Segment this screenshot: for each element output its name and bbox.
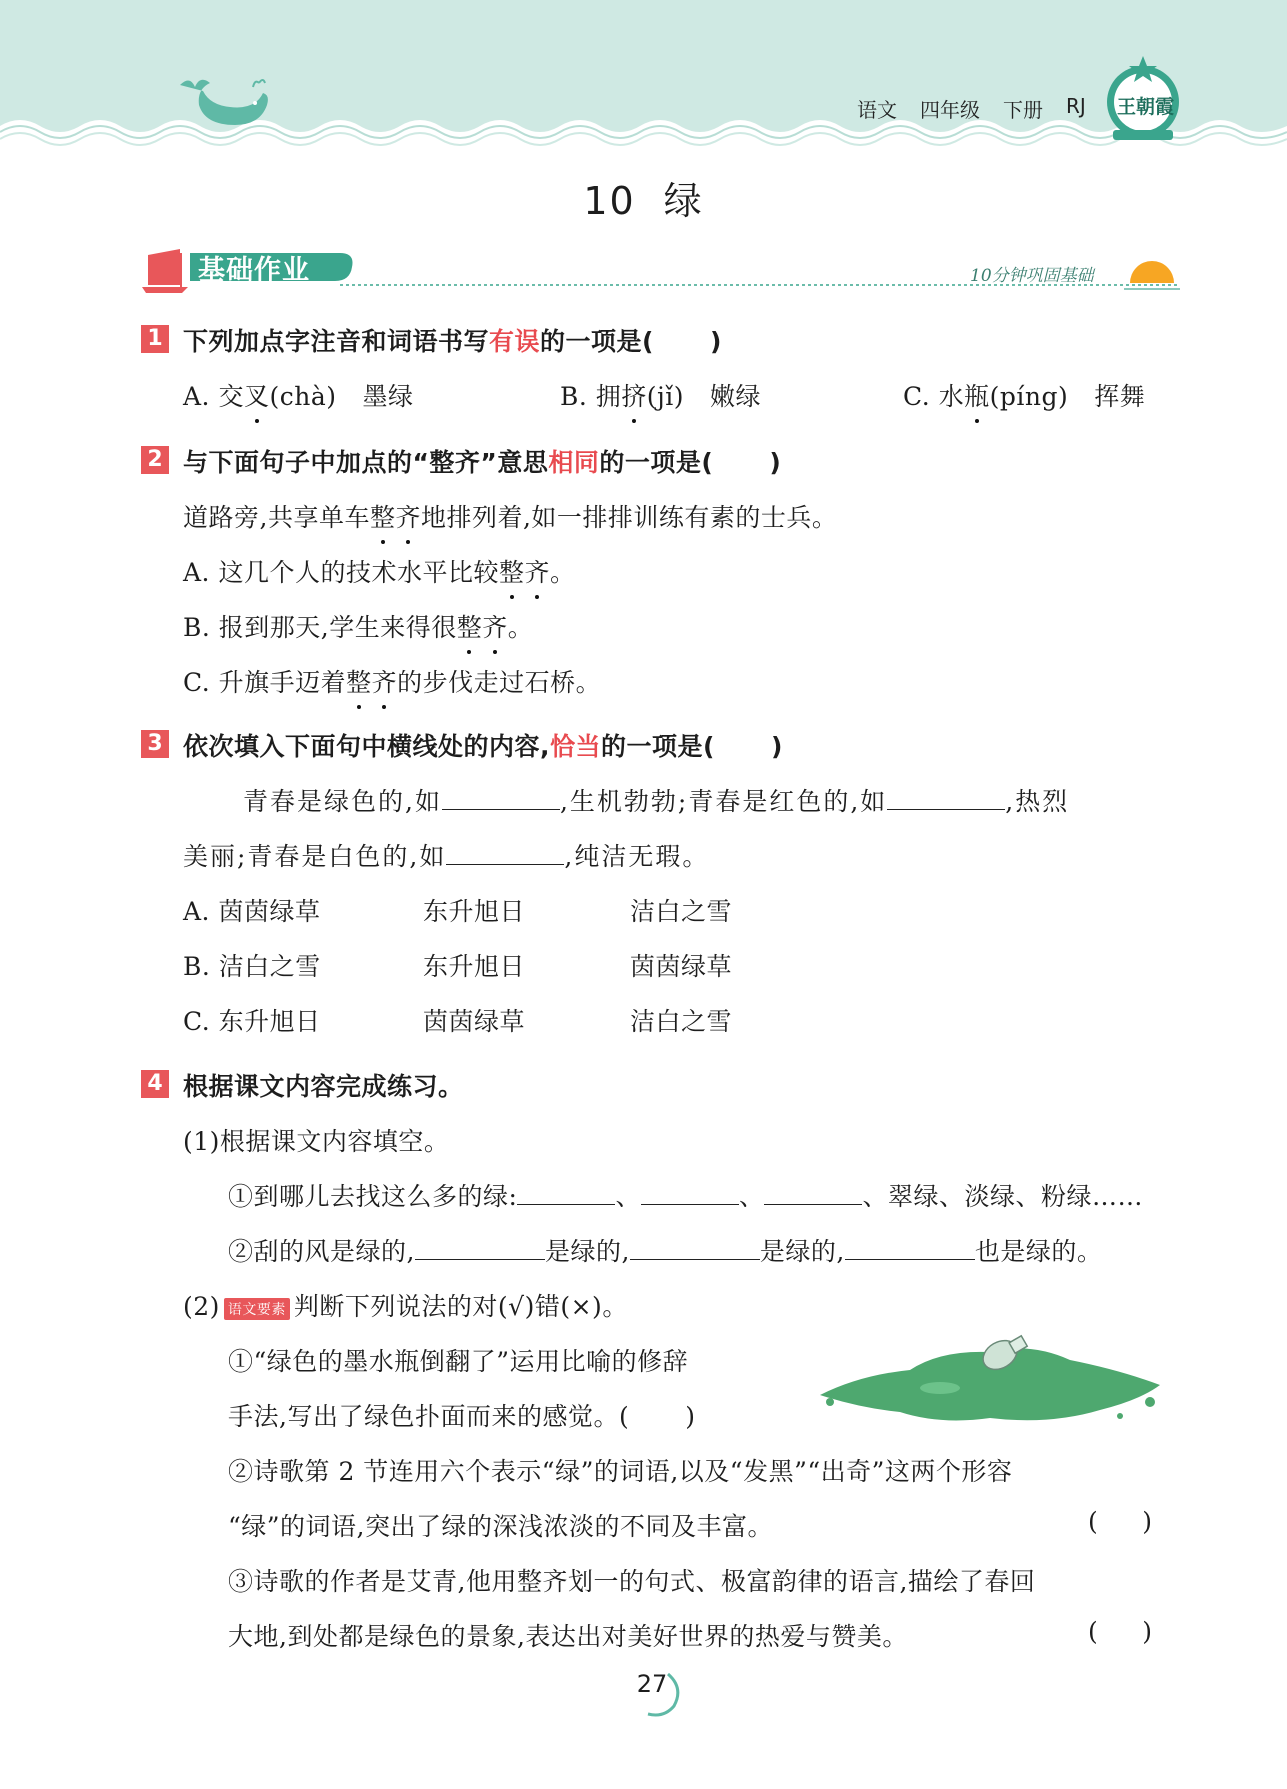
question-2-stem <box>183 443 781 479</box>
q4-part2-title <box>183 1287 628 1323</box>
question-1-stem <box>183 322 722 358</box>
q4-sep-1: 、 <box>615 1182 641 1211</box>
question-number-4: 4 <box>141 1070 169 1098</box>
q2-stem-close: ) <box>769 448 782 477</box>
q4-blank-1[interactable] <box>517 1182 615 1205</box>
q4-sep-2: 、 <box>738 1182 765 1211</box>
q2-stem-emphasis: 相同 <box>548 448 600 477</box>
q4-statement-2b: “绿”的词语,突出了绿的深浅浓淡的不同及丰富。 <box>228 1512 774 1541</box>
q3-p1-b: ,生机勃勃;青春是红色的,如 <box>559 787 888 816</box>
section-label: 基础作业 <box>198 255 310 286</box>
q3-a-word2: 东升旭日 <box>423 897 526 926</box>
q4-blank-4[interactable] <box>415 1237 545 1260</box>
q1-stem-emphasis: 有误 <box>489 327 541 356</box>
q4-part1-line1 <box>228 1177 1143 1213</box>
lesson-title <box>0 170 1287 225</box>
q2-sentence-dot2: 齐 <box>395 498 421 534</box>
q1-a-prefix: A. 交 <box>183 382 244 411</box>
q4-l1-text: ①到哪儿去找这么多的绿: <box>228 1182 518 1211</box>
q2-b-text: B. 报到那天,学生来得很 <box>183 613 457 642</box>
q3-b-label: B. 洁白之雪 <box>183 952 321 981</box>
q1-b-prefix: B. 拥 <box>560 382 622 411</box>
q2-b-dot2: 齐 <box>482 608 508 644</box>
q2-b-end: 。 <box>507 613 534 642</box>
q1-b-pinyin: (jǐ) <box>646 382 685 411</box>
q4-a3-close: ) <box>1142 1617 1153 1646</box>
q4-s1b-close: ) <box>685 1402 696 1431</box>
q4-element-tag: 语文要素 <box>224 1298 290 1320</box>
q3-c-word3: 洁白之雪 <box>630 1007 733 1036</box>
q4-part1-line2 <box>228 1232 1102 1268</box>
q2-a-text: A. 这几个人的技术水平比较 <box>183 558 499 587</box>
q3-c-word2: 茵茵绿草 <box>423 1007 526 1036</box>
q2-option-b[interactable] <box>183 608 533 644</box>
question-number-2: 2 <box>141 446 169 474</box>
q3-b-word3: 茵茵绿草 <box>630 952 733 981</box>
q1-c-dotted: 瓶 <box>964 377 990 413</box>
q4-l2-d: 也是绿的。 <box>974 1237 1103 1266</box>
q3-b-word2: 东升旭日 <box>423 952 526 981</box>
q4-p2-prefix: (2) <box>183 1292 220 1321</box>
q4-l2-b: 是绿的, <box>544 1237 630 1266</box>
q2-stem-tail: 的一项是( <box>599 448 714 477</box>
q2-sentence-a: 道路旁,共享单车 <box>183 503 370 532</box>
q2-sentence-b: 地排列着,如一排排训练有素的士兵。 <box>420 503 838 532</box>
q2-a-end: 。 <box>549 558 576 587</box>
q4-statement-2a: ②诗歌第 2 节连用六个表示“绿”的词语,以及“发黑”“出奇”这两个形容 <box>228 1457 1013 1486</box>
q4-s1b-text: 手法,写出了绿色扑面而来的感觉。( <box>228 1402 630 1431</box>
header-edition: RJ <box>1066 94 1086 118</box>
q3-passage-line-1 <box>243 782 1069 818</box>
q1-c-prefix: C. 水 <box>903 382 965 411</box>
q3-blank-3[interactable] <box>446 842 564 865</box>
q4-answer-2[interactable] <box>1088 1507 1153 1536</box>
q3-stem-text: 依次填入下面句中横线处的内容, <box>183 732 550 761</box>
q2-b-dot1: 整 <box>457 608 483 644</box>
q1-c-pinyin: (píng) <box>989 382 1069 411</box>
brand-logo <box>1103 52 1183 148</box>
q1-option-a[interactable] <box>183 377 414 413</box>
q4-part1-title: (1)根据课文内容填空。 <box>183 1127 450 1156</box>
q4-statement-3b: 大地,到处都是绿色的景象,表达出对美好世界的热爱与赞美。 <box>228 1622 908 1651</box>
q4-a2-close: ) <box>1142 1507 1153 1536</box>
q4-l2-a: ②刮的风是绿的, <box>228 1237 415 1266</box>
q4-blank-2[interactable] <box>641 1182 739 1205</box>
q4-statement-1a: ①“绿色的墨水瓶倒翻了”运用比喻的修辞 <box>228 1347 689 1376</box>
q1-stem-close: ) <box>709 327 722 356</box>
question-4-stem: 根据课文内容完成练习。 <box>183 1072 464 1101</box>
q4-a2-open: ( <box>1088 1507 1099 1536</box>
q3-option-b[interactable] <box>183 947 733 983</box>
q4-p2-text: 判断下列说法的对(√)错(×)。 <box>293 1292 628 1321</box>
q3-c-label: C. 东升旭日 <box>183 1007 321 1036</box>
q4-a3-open: ( <box>1088 1617 1099 1646</box>
q3-blank-2[interactable] <box>887 787 1005 810</box>
whale-icon <box>175 75 275 135</box>
q2-a-dot2: 齐 <box>524 553 550 589</box>
q1-b-dotted: 挤 <box>621 377 647 413</box>
q2-sentence <box>183 498 837 534</box>
q1-b-word: 嫩绿 <box>710 382 762 411</box>
q2-c-dot1: 整 <box>346 663 372 699</box>
q4-blank-3[interactable] <box>764 1182 862 1205</box>
lesson-number: 10 <box>583 179 636 223</box>
logo-text: 王朝霞 <box>1117 96 1175 118</box>
q3-stem-tail: 的一项是( <box>601 732 715 761</box>
header-grade: 四年级 <box>920 98 980 122</box>
q3-p2-a: 美丽;青春是白色的,如 <box>183 842 447 871</box>
q3-a-word3: 洁白之雪 <box>630 897 733 926</box>
q4-blank-5[interactable] <box>630 1237 760 1260</box>
q2-c-text: C. 升旗手迈着 <box>183 668 347 697</box>
q1-option-b[interactable] <box>560 377 761 413</box>
question-3-stem <box>183 727 783 763</box>
q2-stem-text: 与下面句子中加点的“整齐”意思 <box>183 448 549 477</box>
q2-option-c[interactable] <box>183 663 601 699</box>
q2-a-dot1: 整 <box>499 553 525 589</box>
ink-bottle-splash-illustration <box>800 1330 1175 1430</box>
q2-option-a[interactable] <box>183 553 576 589</box>
q1-a-word: 墨绿 <box>362 382 414 411</box>
q1-c-word: 挥舞 <box>1094 382 1146 411</box>
q3-p1-a: 青春是绿色的,如 <box>243 787 442 816</box>
q2-c-dot2: 齐 <box>372 663 398 699</box>
q3-p1-c: ,热烈 <box>1005 787 1070 816</box>
q4-answer-3[interactable] <box>1088 1617 1153 1646</box>
q4-l1-tail: 、翠绿、淡绿、粉绿…… <box>862 1182 1143 1211</box>
question-number-3: 3 <box>141 730 169 758</box>
q3-stem-close: ) <box>770 732 783 761</box>
q1-stem-text: 下列加点字注音和词语书写 <box>183 327 490 356</box>
q1-a-dotted: 叉 <box>244 377 270 413</box>
q3-option-a[interactable] <box>183 892 733 928</box>
q3-passage-line-2 <box>183 837 709 873</box>
q4-statement-1b <box>228 1397 695 1433</box>
q1-a-pinyin: (chà) <box>269 382 337 411</box>
q4-blank-6[interactable] <box>845 1237 975 1260</box>
q4-l2-c: 是绿的, <box>759 1237 845 1266</box>
q3-option-c[interactable] <box>183 1002 733 1038</box>
q1-stem-tail: 的一项是( <box>540 327 654 356</box>
lesson-name: 绿 <box>663 179 704 223</box>
q3-p2-b: ,纯洁无瑕。 <box>564 842 710 871</box>
page-number: 27 <box>636 1670 668 1698</box>
q1-option-c[interactable] <box>903 377 1145 413</box>
q4-statement-3a: ③诗歌的作者是艾青,他用整齐划一的句式、极富韵律的语言,描绘了春回 <box>228 1567 1036 1596</box>
q2-sentence-dot1: 整 <box>370 498 396 534</box>
q2-c-end: 的步伐走过石桥。 <box>397 668 602 697</box>
question-number-1: 1 <box>141 325 169 353</box>
header-volume: 下册 <box>1003 98 1043 122</box>
q3-a-label: A. 茵茵绿草 <box>183 897 321 926</box>
q3-blank-1[interactable] <box>442 787 560 810</box>
q3-stem-emphasis: 恰当 <box>550 732 602 761</box>
header-subject: 语文 <box>857 98 897 122</box>
section-note: 10分钟巩固基础 <box>970 266 1094 286</box>
